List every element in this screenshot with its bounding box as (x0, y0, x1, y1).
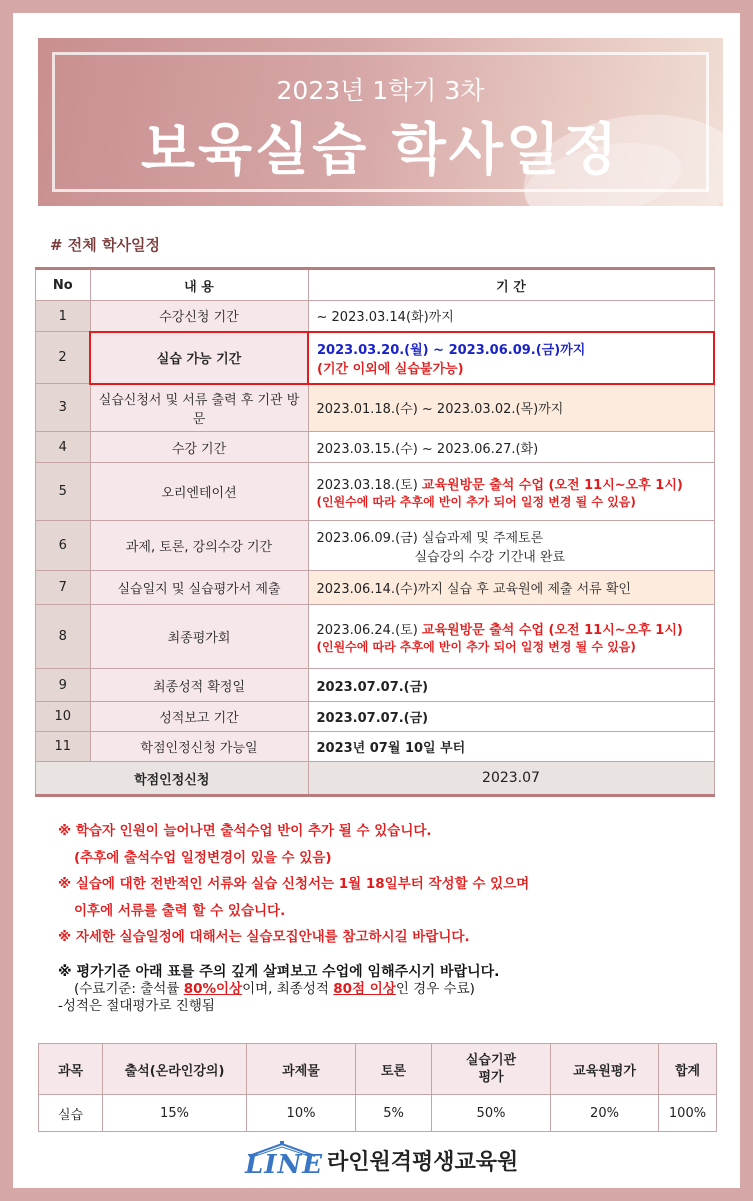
header-no: No (36, 269, 91, 301)
row-number: 6 (36, 521, 91, 571)
period-text: 2023.06.14.(수)까지 실습 후 교육원에 제출 서류 확인 (316, 582, 631, 597)
period-text: 2023.03.15.(수) ~ 2023.06.27.(화) (316, 441, 539, 457)
period-note: 교육원방문 출석 수업 (오전 11시~오후 1시) (421, 477, 683, 493)
row-content: 학점인정신청 가능일 (90, 732, 308, 762)
table-row (36, 301, 715, 332)
header-banner (38, 38, 723, 206)
row-period (308, 521, 714, 571)
table-row (36, 732, 715, 762)
row-period (308, 571, 714, 605)
note-line: ※ 자세한 실습일정에 대해서는 실습모집안내를 참고하시길 바랍니다. (58, 929, 470, 945)
criteria-text: 인 경우 수료) (395, 981, 475, 997)
credit-application-label: 학점인정신청 (36, 762, 309, 796)
row-period (308, 463, 714, 521)
header-period: 기 간 (308, 269, 714, 301)
attendance-threshold: 80%이상 (183, 981, 243, 997)
eval-header: 토론 (356, 1044, 432, 1095)
table-row (36, 521, 715, 571)
row-number: 3 (36, 384, 91, 432)
row-period: 2023.07.07.(금) (308, 702, 714, 732)
row-content: 수강신청 기간 (90, 301, 308, 332)
row-number: 7 (36, 571, 91, 605)
banner-subtitle: 2023년 1학기 3차 (276, 76, 485, 105)
score-threshold: 80점 이상 (333, 981, 396, 997)
table-row (36, 384, 715, 432)
note-line: (추후에 출석수업 일정변경이 있을 수 있음) (74, 849, 332, 866)
period-text-2: 실습강의 수강 기간내 완료 (414, 549, 566, 565)
row-content: 실습일지 및 실습평가서 제출 (90, 571, 308, 605)
criteria-text: (수료기준: 출석률 (74, 981, 184, 997)
eval-value: 100% (659, 1095, 717, 1132)
row-period (308, 301, 714, 332)
row-content: 성적보고 기간 (90, 702, 308, 732)
eval-value: 15% (103, 1095, 247, 1132)
table-row (36, 332, 715, 384)
period-text: 2023.03.20.(월) ~ 2023.06.09.(금)까지 (317, 342, 586, 358)
row-number: 10 (36, 702, 91, 732)
row-number: 11 (36, 732, 91, 762)
row-period (308, 605, 714, 669)
row-period: 2023년 07월 10일 부터 (308, 732, 714, 762)
section-label: # 전체 학사일정 (50, 236, 160, 254)
criteria-completion (58, 981, 499, 998)
eval-value: 5% (356, 1095, 432, 1132)
table-row (36, 669, 715, 702)
row-content: 수강 기간 (90, 432, 308, 463)
table-row (36, 605, 715, 669)
eval-header: 출석(온라인강의) (103, 1044, 247, 1095)
row-content: 최종성적 확정일 (90, 669, 308, 702)
line-logo (243, 1140, 324, 1180)
period-text: ~ 2023.03.14(화)까지 (316, 310, 454, 326)
row-period (308, 332, 714, 384)
eval-value: 50% (432, 1095, 551, 1132)
table-row (36, 702, 715, 732)
logo-text: LINE (245, 1150, 324, 1180)
period-date: 2023.03.18.(토) (316, 477, 418, 493)
eval-header: 교육원평가 (551, 1044, 659, 1095)
period-text: 2023.06.09.(금) 실습과제 및 주제토론 (316, 530, 544, 546)
period-note: 교육원방문 출석 수업 (오전 11시~오후 1시) (421, 622, 683, 638)
evaluation-header-row (39, 1044, 717, 1095)
period-date: 2023.06.24.(토) (316, 622, 418, 638)
row-period: 2023.07.07.(금) (308, 669, 714, 702)
footer (243, 1140, 518, 1180)
eval-header: 과목 (39, 1044, 103, 1095)
table-row (36, 432, 715, 463)
row-number: 5 (36, 463, 91, 521)
row-number: 4 (36, 432, 91, 463)
evaluation-criteria (58, 964, 499, 1015)
row-content: 최종평가회 (90, 605, 308, 669)
schedule-header-row (36, 269, 715, 301)
note-line: ※ 실습에 대한 전반적인 서류와 실습 신청서는 1월 18일부터 작성할 수 있으며 (58, 876, 530, 892)
eval-header: 과제물 (247, 1044, 356, 1095)
header-content: 내 용 (90, 269, 308, 301)
row-number: 8 (36, 605, 91, 669)
notes (58, 818, 529, 951)
period-note: (기간 이외에 실습불가능) (317, 361, 464, 377)
credit-application-row (36, 762, 715, 796)
eval-value: 10% (247, 1095, 356, 1132)
evaluation-table (38, 1043, 717, 1132)
credit-application-value: 2023.07 (308, 762, 714, 796)
eval-value: 20% (551, 1095, 659, 1132)
note-line: ※ 학습자 인원이 늘어나면 출석수업 반이 추가 될 수 있습니다. (58, 823, 432, 839)
row-content: 오리엔테이션 (90, 463, 308, 521)
eval-header: 실습기관 평가 (432, 1044, 551, 1095)
eval-value: 실습 (39, 1095, 103, 1132)
row-number: 2 (36, 332, 91, 384)
note-line: 이후에 서류를 출력 할 수 있습니다. (74, 902, 286, 919)
row-number: 9 (36, 669, 91, 702)
banner-title: 보육실습 학사일정 (140, 118, 621, 183)
organization-name: 라인원격평생교육원 (327, 1149, 519, 1175)
eval-header: 합계 (659, 1044, 717, 1095)
criteria-grading: -성적은 절대평가로 진행됨 (58, 998, 215, 1014)
row-period (308, 384, 714, 432)
row-period (308, 432, 714, 463)
table-row (36, 571, 715, 605)
criteria-text: 이며, 최종성적 (242, 981, 334, 997)
table-row (36, 463, 715, 521)
row-content: 실습신청서 및 서류 출력 후 기관 방문 (90, 384, 308, 432)
row-content: 실습 가능 기간 (90, 332, 308, 384)
criteria-heading: ※ 평가기준 아래 표를 주의 깊게 살펴보고 수업에 임해주시기 바랍니다. (58, 964, 500, 980)
schedule-table (35, 267, 715, 797)
period-subnote: (인원수에 따라 추후에 반이 추가 되어 일정 변경 될 수 있음) (316, 639, 636, 654)
row-content: 과제, 토론, 강의수강 기간 (90, 521, 308, 571)
period-subnote: (인원수에 따라 추후에 반이 추가 되어 일정 변경 될 수 있음) (316, 494, 636, 509)
evaluation-value-row (39, 1095, 717, 1132)
row-number: 1 (36, 301, 91, 332)
period-text: 2023.01.18.(수) ~ 2023.03.02.(목)까지 (316, 402, 564, 418)
